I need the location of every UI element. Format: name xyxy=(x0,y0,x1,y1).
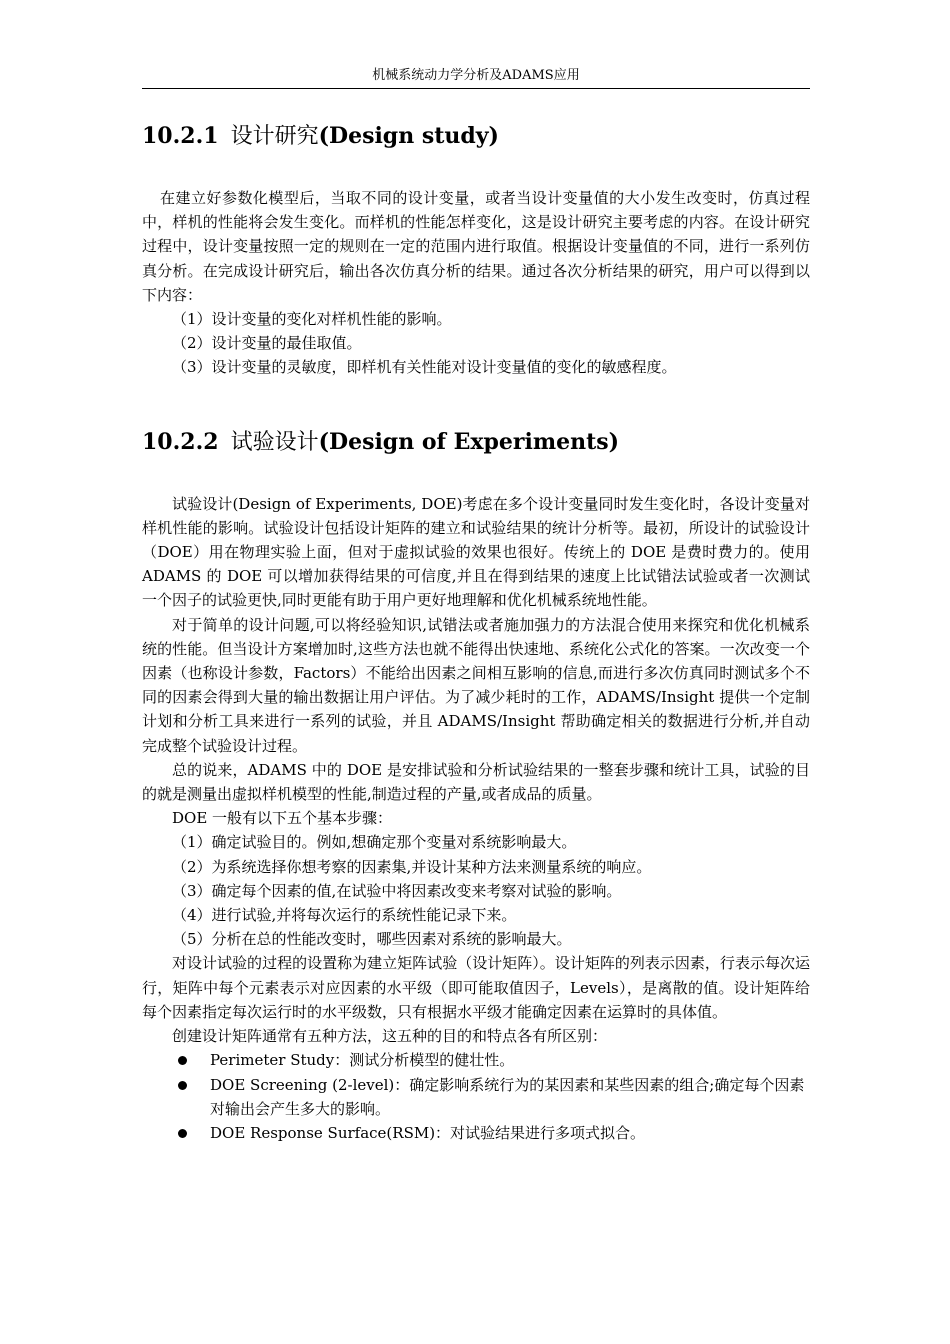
bullet-text: DOE Screening (2-level)：确定影响系统行为的某因素和某些因素的组合;确定每个因素对输出会产生多大的影响。 xyxy=(210,1075,805,1118)
section-body-10-2-2 xyxy=(142,492,810,1145)
section-title-en: (Design of Experiments) xyxy=(318,428,620,455)
section-title-cn: 设计研究 xyxy=(230,124,319,149)
bullet-text: DOE Response Surface(RSM)：对试验结果进行多项式拟合。 xyxy=(210,1123,646,1142)
paragraph: DOE 一般有以下五个基本步骤： xyxy=(172,809,393,828)
list-item: （2）设计变量的最佳取值。 xyxy=(172,334,362,353)
section-heading-10-2-2 xyxy=(142,427,810,458)
step-item: （5）分析在总的性能改变时，哪些因素对系统的影响最大。 xyxy=(172,930,572,949)
paragraph: 在建立好参数化模型后，当取不同的设计变量，或者当设计变量值的大小发生改变时，仿真过程中，样机的性能将会发生变化。而样机的性能怎样变化，这是设计研究主要考虑的内容。在设计研究过程中，设计变量按照一定的规则在一定的范围内进行取值。根据设计变量值的不同，进行一系列仿真分析。在完成设计研究后，输出各次仿真分析的结果。通过各次分析结果的研究，用户可以得到以下内容： xyxy=(142,189,810,304)
bullet-text: Perimeter Study：测试分析模型的健壮性。 xyxy=(210,1051,515,1070)
bullet-list xyxy=(142,1048,810,1145)
section-title-en: (Design study) xyxy=(318,123,499,149)
paragraph: 试验设计(Design of Experiments, DOE)考虑在多个设计变量同时发生变化时，各设计变量对样机性能的影响。试验设计包括设计矩阵的建立和试验结果的统计分析等。最初，所设计的试验设计（DOE）用在物理实验上面，但对于虚拟试验的效果也很好。传统上的 DOE 是费时费力的。使用 ADAMS 的 DOE 可以增加获得结果的可信度,并且在得到结果的速度上比试错法试验或者一次测试一个因子的试验更快,同时更能有助于用户更好地理解和优化机械系统地性能。 xyxy=(142,494,810,610)
list-item: （3）设计变量的灵敏度，即样机有关性能对设计变量值的变化的敏感程度。 xyxy=(172,358,677,377)
bullet-item xyxy=(142,1048,810,1072)
document-page xyxy=(142,66,810,1145)
bullet-dot-icon xyxy=(178,1129,187,1138)
bullet-item xyxy=(142,1121,810,1145)
step-item: （4）进行试验,并将每次运行的系统性能记录下来。 xyxy=(172,906,517,925)
paragraph: 对于简单的设计问题,可以将经验知识,试错法或者施加强力的方法混合使用来探究和优化机械系统的性能。但当设计方案增加时,这些方法也就不能得出快速地、系统化公式化的答案。一次改变一个因素（也称设计参数，Factors）不能给出因素之间相互影响的信息,而进行多次仿真同时测试多个不同的因素会得到大量的输出数据让用户评估。为了减少耗时的工作，ADAMS/Insight 提供一个定制计划和分析工具来进行一系列的试验，并且 ADAMS/Insight 帮助确定相关的数据进行分析,并自动完成整个试验设计过程。 xyxy=(142,615,810,755)
section-body-10-2-1 xyxy=(142,186,810,380)
bullet-item xyxy=(142,1073,810,1121)
bullet-dot-icon xyxy=(178,1056,187,1065)
paragraph: 总的说来，ADAMS 中的 DOE 是安排试验和分析试验结果的一整套步骤和统计工具，试验的目的就是测量出虚拟样机模型的性能,制造过程的产量,或者成品的质量。 xyxy=(142,760,810,804)
section-number: 10.2.1 xyxy=(142,123,219,149)
bullet-dot-icon xyxy=(178,1081,187,1090)
list-item: （1）设计变量的变化对样机性能的影响。 xyxy=(172,310,452,329)
paragraph: 对设计试验的过程的设置称为建立矩阵试验（设计矩阵）。设计矩阵的列表示因素，行表示每次运行，矩阵中每个元素表示对应因素的水平级（即可能取值因子，Levels），是离散的值。设计矩阵给每个因素指定每次运行时的水平级数，只有根据水平级才能确定因素在运算时的具体值。 xyxy=(142,954,810,1021)
step-item: （2）为系统选择你想考察的因素集,并设计某种方法来测量系统的响应。 xyxy=(172,857,652,876)
paragraph: 创建设计矩阵通常有五种方法，这五种的目的和特点各有所区别： xyxy=(172,1027,608,1046)
step-item: （1）确定试验目的。例如,想确定那个变量对系统影响最大。 xyxy=(172,833,577,852)
section-number: 10.2.2 xyxy=(142,428,219,455)
step-item: （3）确定每个因素的值,在试验中将因素改变来考察对试验的影响。 xyxy=(172,881,622,900)
section-heading-10-2-1 xyxy=(142,121,810,152)
running-header: 机械系统动力学分析及ADAMS应用 xyxy=(142,66,810,89)
section-title-cn: 试验设计 xyxy=(230,429,319,455)
